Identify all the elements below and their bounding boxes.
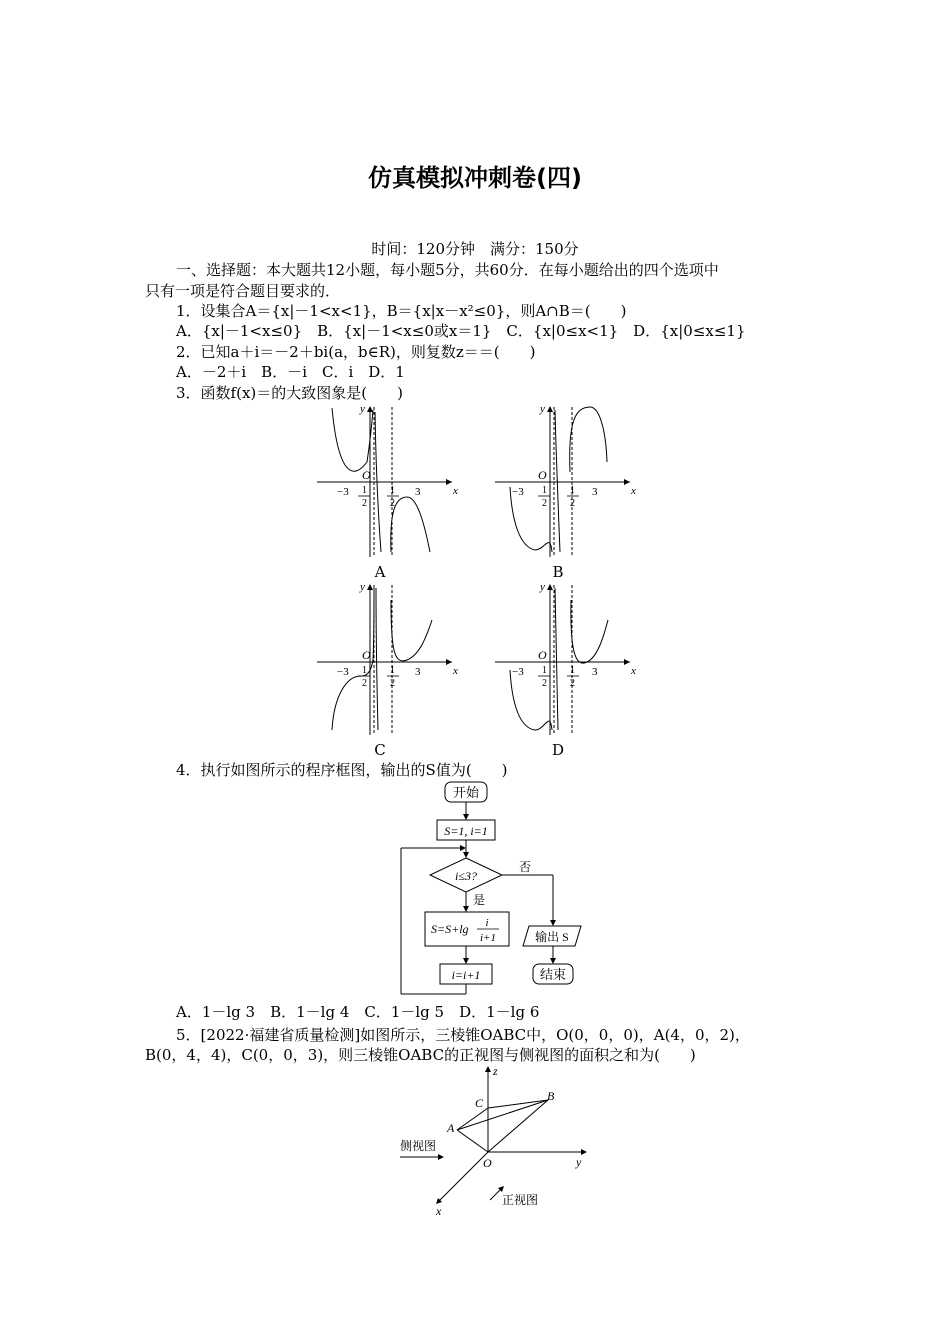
graph-c-xlabel: x xyxy=(453,665,458,677)
graph-b-tick-half-num: 1 xyxy=(542,485,547,496)
graph-a-tick-neg3: −3 xyxy=(337,486,349,498)
graph-d-tick-3: 3 xyxy=(592,666,598,678)
q4-options: A．1－lg 3 B．1－lg 4 C．1－lg 5 D．1－lg 6 xyxy=(176,1003,540,1021)
flow-output: 输出 S xyxy=(535,930,569,944)
point-c: C xyxy=(475,1096,484,1110)
section-heading-2: 只有一项是符合题目要求的． xyxy=(145,282,341,300)
graph-c-tick-half2-num: 1 xyxy=(390,665,395,676)
label-side-view: 侧视图 xyxy=(400,1139,437,1153)
axis-y: y xyxy=(576,1155,582,1169)
graph-c-tick-half-num: 1 xyxy=(362,665,367,676)
graph-d-tick-half2-den: 2 xyxy=(570,678,575,689)
graph-b-tick-neg3: −3 xyxy=(512,486,524,498)
flow-yes: 是 xyxy=(473,893,486,907)
page-title: 仿真模拟冲刺卷(四) xyxy=(368,164,582,192)
pyramid-figure xyxy=(390,1062,600,1221)
label-front-view: 正视图 xyxy=(502,1193,539,1207)
q4-stem: 4．执行如图所示的程序框图，输出的S值为( ) xyxy=(176,761,508,779)
graph-a-xlabel: x xyxy=(453,485,458,497)
graph-b xyxy=(490,402,640,566)
graph-c-origin: O xyxy=(362,648,371,662)
flow-end: 结束 xyxy=(539,967,567,982)
flow-frac-den: i+1 xyxy=(480,932,496,944)
q2-stem: 2．已知a＋i＝－2＋bi(a，b∈R)，则复数z＝＝( ) xyxy=(176,343,536,361)
graph-d-origin: O xyxy=(538,648,547,662)
point-a: A xyxy=(447,1121,455,1135)
flow-no: 否 xyxy=(519,860,532,874)
graph-d-ylabel: y xyxy=(540,581,545,593)
q1-stem: 1．设集合A＝{x|－1<x<1}，B＝{x|x－x²≤0}，则A∩B＝( ) xyxy=(176,302,627,320)
q2-options: A．－2＋i B．－i C．i D．1 xyxy=(176,363,405,381)
flowchart xyxy=(395,778,595,1004)
graph-a-label: A xyxy=(374,563,386,581)
graph-a-tick-half-num: 1 xyxy=(362,485,367,496)
flow-cond: i≤3? xyxy=(455,869,477,883)
flow-init: S=1, i=1 xyxy=(444,824,488,838)
q1-options: A．{x|－1<x≤0} B．{x|－1<x≤0或x＝1} C．{x|0≤x<1} D．{x|0≤x≤1} xyxy=(176,322,746,340)
graph-a-origin: O xyxy=(362,468,371,482)
flow-frac-num: i xyxy=(485,917,489,929)
graph-d xyxy=(490,580,640,744)
graph-d-tick-neg3: −3 xyxy=(512,666,524,678)
q3-stem: 3．函数f(x)＝的大致图象是( ) xyxy=(176,384,403,402)
graph-d-tick-half2-num: 1 xyxy=(570,665,575,676)
q5-line2: B(0，4，4)，C(0，0，3)，则三棱锥OABC的正视图与侧视图的面积之和为( ) xyxy=(145,1046,696,1064)
axis-x: x xyxy=(436,1204,442,1217)
graph-c xyxy=(312,580,462,744)
point-o: O xyxy=(483,1156,492,1170)
q5-line1: 5．[2022·福建省质量检测]如图所示，三棱锥OABC中，O(0，0，0)，A(4，0，2)， xyxy=(176,1026,750,1044)
graph-d-tick-half-num: 1 xyxy=(542,665,547,676)
graph-a-tick-3: 3 xyxy=(415,486,421,498)
graph-b-xlabel: x xyxy=(631,485,636,497)
graph-b-tick-half2-num: 1 xyxy=(570,485,575,496)
graph-a-tick-half2-num: 1 xyxy=(390,485,395,496)
point-b: B xyxy=(547,1089,555,1103)
graph-b-tick-3: 3 xyxy=(592,486,598,498)
graph-a-tick-half2-den: 2 xyxy=(390,498,395,509)
graph-d-label: D xyxy=(551,741,565,759)
graph-c-tick-half-den: 2 xyxy=(362,678,367,689)
flow-start: 开始 xyxy=(452,785,480,800)
graph-a xyxy=(312,402,462,566)
section-heading-1: 一、选择题：本大题共12小题，每小题5分，共60分．在每小题给出的四个选项中 xyxy=(176,261,719,279)
graph-a-ylabel: y xyxy=(360,403,365,415)
flow-update: S=S+lg xyxy=(431,922,469,936)
graph-c-label: C xyxy=(374,741,386,759)
exam-meta: 时间：120分钟 满分：150分 xyxy=(371,240,579,258)
graph-b-ylabel: y xyxy=(540,403,545,415)
graph-d-tick-half-den: 2 xyxy=(542,678,547,689)
graph-b-tick-half2-den: 2 xyxy=(570,498,575,509)
graph-a-tick-half-den: 2 xyxy=(362,498,367,509)
graph-c-tick-half2-den: 2 xyxy=(390,678,395,689)
graph-c-ylabel: y xyxy=(360,581,365,593)
graph-b-origin: O xyxy=(538,468,547,482)
axis-z: z xyxy=(493,1064,498,1078)
graph-d-xlabel: x xyxy=(631,665,636,677)
graph-c-tick-3: 3 xyxy=(415,666,421,678)
flow-inc: i=i+1 xyxy=(451,968,481,982)
graph-b-label: B xyxy=(552,563,564,581)
graph-b-tick-half-den: 2 xyxy=(542,498,547,509)
graph-c-tick-neg3: −3 xyxy=(337,666,349,678)
